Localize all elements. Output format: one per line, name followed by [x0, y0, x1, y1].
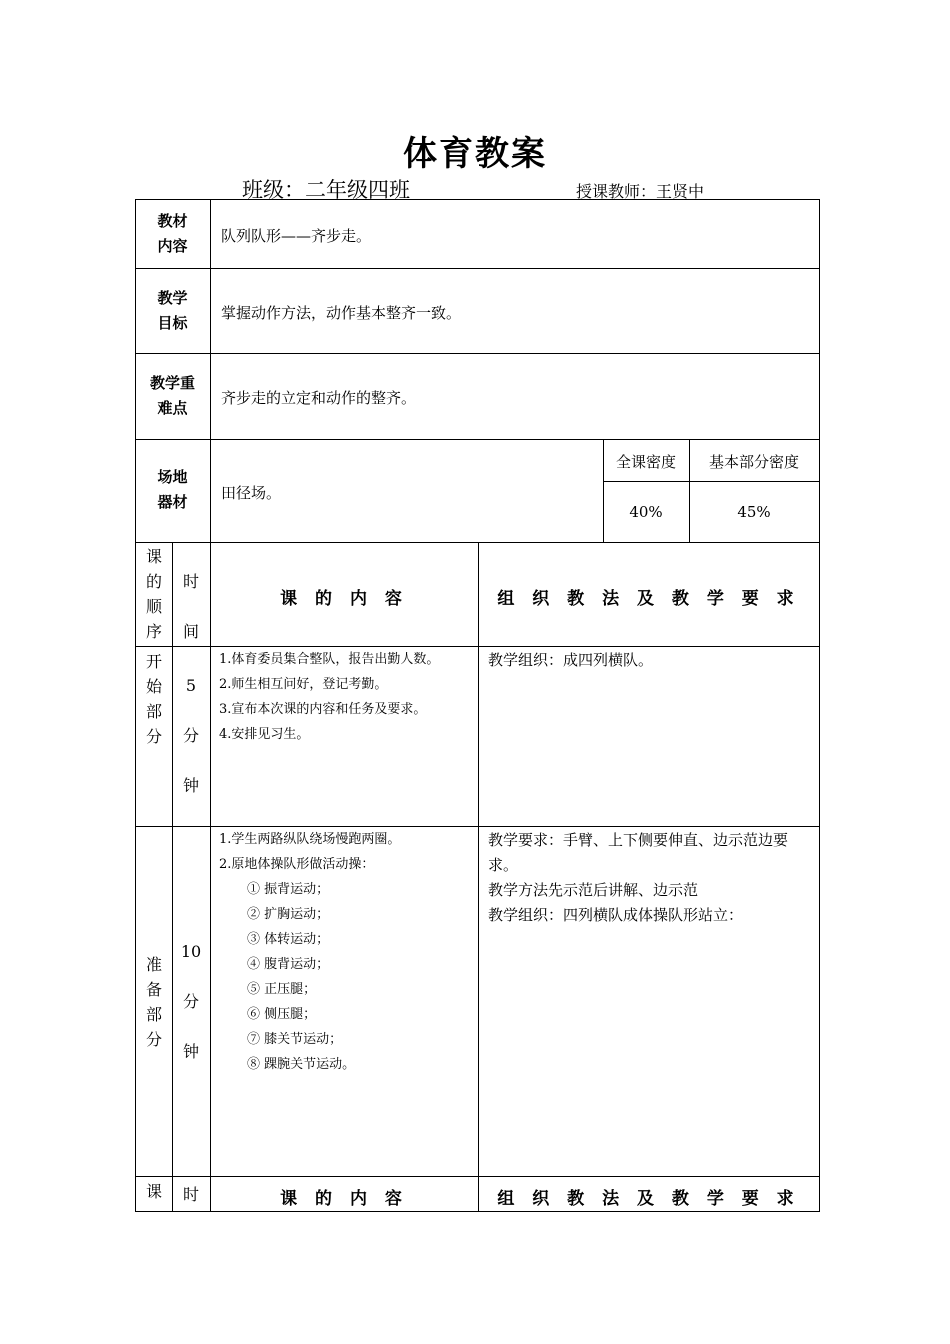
density-all-value: 40% [629, 503, 663, 521]
list-item: ④ 腹背运动； [247, 957, 330, 972]
list-item: 2.师生相互问好，登记考勤。 [219, 677, 388, 692]
time-header: 时 间 [182, 572, 199, 641]
density-all-label: 全课密度 [615, 453, 676, 471]
start-content-list [219, 647, 439, 747]
density-basic-value: 45% [737, 503, 771, 521]
material-label: 教材 内容 [157, 212, 188, 255]
class-info: 班级：二年级四班 [242, 178, 410, 202]
list-item: ② 扩胸运动； [247, 907, 330, 922]
time-header: 时 [182, 1185, 199, 1204]
start-section-label: 开 始 部 分 [145, 652, 162, 746]
density-basic-label: 基本部分密度 [708, 453, 799, 471]
prep-method: 教学方法先示范后讲解、边示范 [488, 881, 699, 899]
start-section-time: 5 分 钟 [182, 676, 199, 795]
list-item: ⑧ 踝腕关节运动。 [247, 1057, 356, 1072]
method-header: 组 织 教 法 及 教 学 要 求 [497, 1189, 800, 1209]
prep-org: 教学组织：四列横队成体操队形站立： [488, 906, 744, 924]
list-item: ① 振背运动； [247, 882, 330, 897]
key-point-value: 齐步走的立定和动作的整齐。 [221, 389, 417, 407]
list-item: 1.体育委员集合整队，报告出勤人数。 [219, 652, 440, 667]
key-point-label: 教学重 难点 [149, 374, 195, 417]
list-item: ⑥ 侧压腿； [247, 1007, 317, 1022]
material-value: 队列队形——齐步走。 [221, 227, 372, 245]
list-item: ⑤ 正压腿； [247, 982, 317, 997]
prep-requirement: 教学要求：手臂、上下侧要伸直、边示范边要 求。 教学方法先示范后讲解、边示范 教学组织：四列横队成体操队形站立： [488, 828, 814, 928]
prep-content-list [219, 827, 400, 1077]
list-item: ③ 体转运动； [247, 932, 330, 947]
order-header: 课 [145, 1182, 162, 1201]
content-header: 课 的 内 容 [280, 589, 408, 609]
goal-label: 教学 目标 [157, 289, 188, 332]
list-item: 2.原地体操队形做活动操： [219, 857, 375, 872]
list-item: 4.安排见习生。 [219, 727, 310, 742]
start-org: 教学组织：成四列横队。 [488, 651, 654, 669]
page-title: 体育教案 [403, 134, 547, 174]
list-item: 1.学生两路纵队绕场慢跑两圈。 [219, 832, 401, 847]
goal-value: 掌握动作方法，动作基本整齐一致。 [221, 304, 462, 322]
venue-label: 场地 器材 [157, 468, 188, 511]
teacher-info: 授课教师：王贤中 [576, 182, 705, 201]
list-item: ⑦ 膝关节运动； [247, 1032, 343, 1047]
prep-section-label: 准 备 部 分 [145, 955, 162, 1049]
venue-value: 田径场。 [221, 484, 282, 502]
content-header: 课 的 内 容 [280, 1189, 408, 1209]
list-item: 3.宣布本次课的内容和任务及要求。 [219, 702, 427, 717]
prep-section-time: 10 分 钟 [180, 942, 202, 1061]
order-header: 课 的 顺 序 [145, 547, 162, 641]
method-header: 组 织 教 法 及 教 学 要 求 [497, 589, 800, 609]
